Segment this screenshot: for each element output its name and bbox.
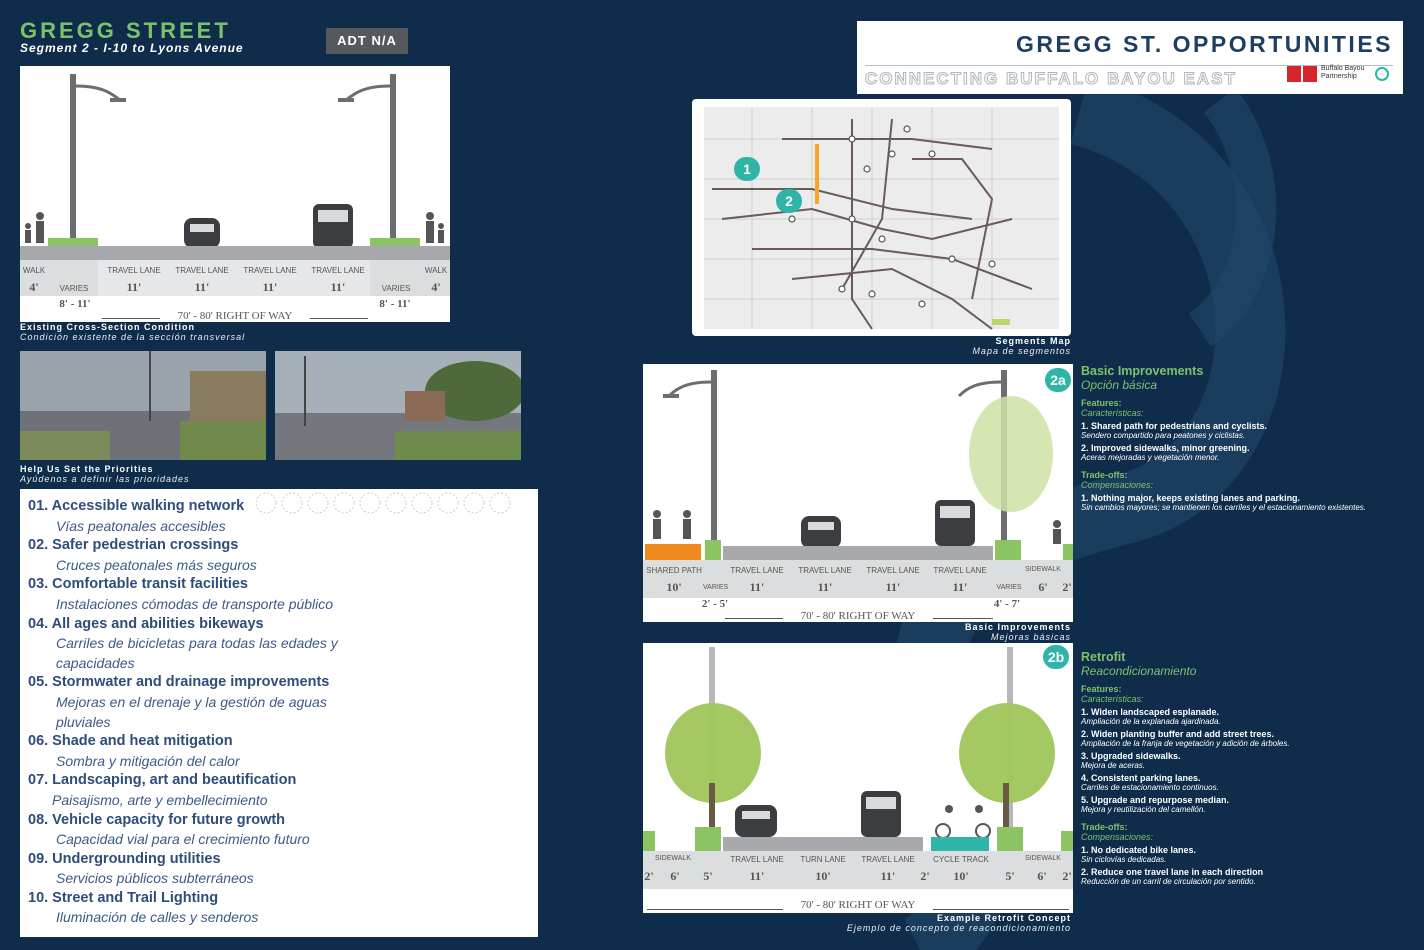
existing-lane-width: 11' [126,280,142,294]
option-a-lane-width: 11' [885,580,901,594]
option-b-lane-width: 5' [703,869,713,883]
option-a-feature: 2. Improved sidewalks, minor greening. [1081,443,1250,453]
priority-item: 06. Shade and heat mitigation [28,733,233,750]
street-photo-1 [20,351,266,460]
option-a-feature: 1. Shared path for pedestrians and cyclists. [1081,421,1268,431]
option-b-lane-label: TURN LANE [800,855,846,864]
banner-subtitle: CONNECTING BUFFALO BAYOU EAST [865,69,1237,88]
option-b-lane-width: 2' [644,869,654,883]
option-b-title-es: Reacondicionamiento [1081,664,1197,678]
option-b-feature-es: Mejora y reutilización del camellón. [1081,805,1206,814]
option-a-lane-label: SIDEWALK [1025,566,1061,573]
priority-item-es: Iluminación de calles y senderos [56,909,259,926]
option-a-lane-label: VARIES [996,584,1022,591]
priority-item: 04. All ages and abilities bikeways [28,615,264,632]
option-b-tradeoff: 2. Reduce one travel lane in each direction [1081,867,1264,877]
logo-circle-icon [1375,67,1389,81]
priority-item-es: pluviales [56,713,111,730]
logo-block [1287,65,1391,85]
option-b-lane-width: 5' [1005,869,1015,883]
logo-mark [1287,66,1301,82]
option-a-lane-label: TRAVEL LANE [730,566,784,575]
map-drawing [692,99,1071,336]
existing-lane-label: TRAVEL LANE [311,266,365,275]
priority-item: 03. Comfortable transit facilities [28,576,248,593]
photos-caption: Help Us Set the Priorities [20,464,154,474]
option-b-lane-width: 2' [1062,869,1072,883]
map-caption: Segments Map [995,336,1071,346]
existing-lane-width: 4' [431,280,441,294]
option-a-title-es: Opción básica [1081,378,1158,392]
option-a-cross-section [643,364,1073,622]
option-b-title: Retrofit [1081,650,1126,664]
option-a-title: Basic Improvements [1081,364,1204,378]
option-a-lane-width: 10' [666,580,682,594]
banner-title: GREGG ST. OPPORTUNITIES [1016,31,1393,57]
existing-lane-label: WALK [424,266,448,275]
existing-lane-label: VARIES [59,284,89,293]
option-a-details [1081,364,1411,512]
option-b-lane-width: 10' [953,869,969,883]
option-a-lane-width: 11' [952,580,968,594]
priority-item-es: Paisajismo, arte y embellecimiento [52,791,268,808]
option-b-tradeoff: 1. No dedicated bike lanes. [1081,845,1197,855]
option-a-left-range: 2' - 5' [701,598,729,610]
option-a-feature-es: Sendero compartido para peatones y ciclistas. [1081,431,1246,440]
page-title: GREGG STREET [20,18,231,43]
priority-item-es: Capacidad vial para el crecimiento futuro [56,831,310,848]
option-a-lane-width: 6' [1038,580,1048,594]
option-a-right-range: 4' - 7' [993,598,1021,610]
map-caption-es: Mapa de segmentos [972,346,1071,356]
option-a-lane-label: SHARED PATH [646,566,702,575]
option-b-lane-width: 2' [920,869,930,883]
option-b-feature-es: Carriles de estacionamiento continuos. [1081,783,1219,792]
option-a-features-heading: Features: [1081,398,1122,408]
option-b-caption: Example Retrofit Concept [936,913,1071,923]
priorities-list [20,489,538,937]
option-b-feature-es: Ampliación de la franja de vegetación y adición de árboles. [1081,739,1290,748]
option-a-tradeoff-es: Sin cambios mayores; se mantienen los carriles y el estacionamiento existentes. [1081,503,1367,512]
map-marker-1[interactable]: 1 [734,157,760,181]
option-b-lane-width: 11' [880,869,896,883]
existing-caption-es: Condición existente de la sección transversal [20,332,246,342]
priority-item: 02. Safer pedestrian crossings [28,537,239,554]
existing-lane-label: TRAVEL LANE [243,266,297,275]
option-a-features-heading-es: Características: [1081,408,1144,418]
option-b-lane-label: CYCLE TRACK [933,855,989,864]
existing-lane-width: 4' [29,280,39,294]
title-banner [857,21,1403,94]
option-b-lane-label: TRAVEL LANE [861,855,915,864]
option-b-badge: 2b [1043,645,1069,669]
option-b-tradeoff-es: Sin ciclovías dedicadas. [1081,855,1167,864]
priority-item-es: Sombra y mitigación del calor [56,752,240,769]
segments-map[interactable] [692,99,1071,336]
option-b-lane-label: TRAVEL LANE [730,855,784,864]
option-b-feature: 2. Widen planting buffer and add street trees. [1081,729,1274,739]
option-b-lane-label: SIDEWALK [1025,855,1061,862]
priority-item: 07. Landscaping, art and beautification [28,772,297,789]
option-a-caption: Basic Improvements [964,622,1071,632]
existing-lane-label: WALK [22,266,46,275]
option-b-feature: 5. Upgrade and repurpose median. [1081,795,1230,805]
option-a-lane-width: 11' [749,580,765,594]
option-b-feature: 4. Consistent parking lanes. [1081,773,1201,783]
option-a-lane-label: TRAVEL LANE [933,566,987,575]
priority-item-es: Instalaciones cómodas de transporte público [56,595,334,612]
option-b-feature: 3. Upgraded sidewalks. [1081,751,1181,761]
existing-right-range: 8' - 11' [379,298,411,310]
option-b-tradeoff-es: Reducción de un carril de circulación por sentido. [1081,877,1256,886]
option-a-lane-label: VARIES [703,584,729,591]
option-a-row-label: 70' - 80' RIGHT OF WAY [783,610,933,622]
priority-item: 09. Undergrounding utilities [28,850,221,867]
option-a-caption-es: Mejoras básicas [990,632,1071,642]
priority-item-es: Servicios públicos subterráneos [56,870,254,887]
adt-badge: ADT N/A [326,28,408,54]
option-b-feature-es: Ampliación de la explanada ajardinada. [1081,717,1221,726]
page-subtitle: Segment 2 - I-10 to Lyons Avenue [20,41,244,55]
logo-mark-2 [1303,66,1317,82]
existing-caption: Existing Cross-Section Condition [20,322,196,332]
option-b-features-heading-es: Características: [1081,694,1144,704]
option-a-lane-label: TRAVEL LANE [866,566,920,575]
priority-dots [256,491,536,515]
existing-row-label: 70' - 80' RIGHT OF WAY [160,310,310,322]
priority-item: 01. Accessible walking network [28,498,245,514]
option-b-feature: 1. Widen landscaped esplanade. [1081,707,1219,717]
option-b-lane-width: 6' [1037,869,1047,883]
logo-text: Buffalo Bayou Partnership [1321,65,1365,80]
option-b-lane-width: 11' [749,869,765,883]
priority-item-es: Cruces peatonales más seguros [56,556,257,573]
street-photo-2 [275,351,521,460]
option-a-badge: 2a [1045,368,1071,392]
existing-lane-label: VARIES [381,284,411,293]
option-b-feature-es: Mejora de aceras. [1081,761,1146,770]
priority-item-es: Mejoras en el drenaje y la gestión de aguas [56,693,327,710]
option-b-details [1081,650,1411,886]
map-marker-2[interactable]: 2 [776,189,802,213]
photos-caption-es: Ayúdenos a definir las prioridades [20,474,190,484]
option-a-tradeoffs-heading: Trade-offs: [1081,470,1128,480]
option-a-lane-label: TRAVEL LANE [798,566,852,575]
priority-item: 10. Street and Trail Lighting [28,889,219,906]
option-a-tradeoff: 1. Nothing major, keeps existing lanes and parking. [1081,493,1301,503]
priority-item-es: capacidades [56,654,135,671]
option-b-tradeoffs-heading: Trade-offs: [1081,822,1128,832]
priority-item-es: Carriles de bicicletas para todas las edades y [56,635,338,652]
option-b-tradeoffs-heading-es: Compensaciones: [1081,832,1154,842]
option-b-caption-es: Ejemplo de concepto de reacondicionamiento [846,923,1071,933]
option-b-row-label: 70' - 80' RIGHT OF WAY [783,899,933,911]
option-a-tradeoffs-heading-es: Compensaciones: [1081,480,1154,490]
option-a-lane-width: 2' [1062,580,1072,594]
existing-left-range: 8' - 11' [59,298,91,310]
priority-item-es: Vías peatonales accesibles [56,517,226,534]
priority-item: 08. Vehicle capacity for future growth [28,811,286,828]
existing-lane-width: 11' [194,280,210,294]
existing-cross-section [20,66,450,322]
existing-lane-label: TRAVEL LANE [107,266,161,275]
option-b-lane-width: 10' [815,869,831,883]
existing-lane-width: 11' [330,280,346,294]
existing-lane-width: 11' [262,280,278,294]
option-b-lane-label: SIDEWALK [655,855,691,862]
priority-item: 05. Stormwater and drainage improvements [28,674,330,691]
option-a-lane-width: 11' [817,580,833,594]
existing-lane-label: TRAVEL LANE [175,266,229,275]
option-b-cross-section [643,643,1073,913]
option-b-features-heading: Features: [1081,684,1122,694]
option-b-lane-width: 6' [670,869,680,883]
option-a-feature-es: Aceras mejoradas y vegetación menor. [1081,453,1220,462]
